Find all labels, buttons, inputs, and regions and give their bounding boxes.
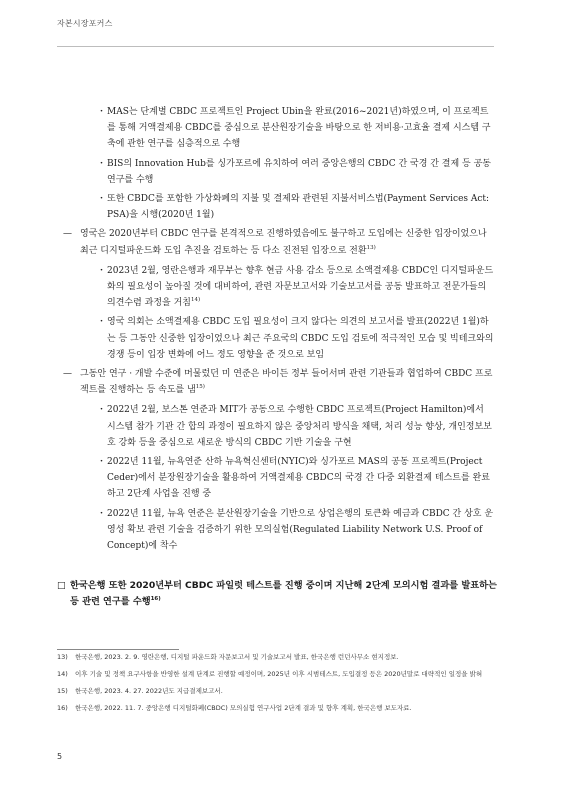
footnote-text: 한국은행, 2022. 11. 7. 중앙은행 디지털화폐(CBDC) 모의실험 연구사업 2단계 결과 및 향후 계획, 한국은행 보도자료. [75,704,412,712]
bullet-text: BIS의 Innovation Hub를 싱가포르에 유치하여 여러 중앙은행의 CBDC 간 국경 간 결제 등 공동 연구를 수행 [107,158,491,185]
bullet-text: 2022년 2월, 보스톤 연준과 MIT가 공동으로 수행한 CBDC 프로젝트(Project Hamilton)에서 시스템 참가 기관 간 합의 과정이 필요하지 않은 중앙처리 방식을 채택, 처리 성능 향상, 개인정보보호 강화 등을 중심으로 새로운 방식의 CBDC 기반 기술을 구현 [107,405,492,448]
footnote-ref-13: 13) [366,244,376,251]
dash-marker: — [63,369,72,380]
footnote-text: 이후 기술 및 정책 요구사항을 반영한 설계 단계로 진행할 예정이며, 2025년 이후 시범테스트, 도입결정 등은 2020년말로 대략적인 일정을 밝혀 [75,670,483,678]
bullet-payment-services-act [57,191,494,223]
bullet-marker: ・ [97,457,107,468]
bullet-marker: ・ [97,508,107,519]
footnote-text: 한국은행, 2023. 4. 27. 2022년도 지급결제보고서. [75,687,223,695]
bullet-boe-digital-pound [57,263,494,312]
footnote-15 [57,686,494,697]
bullet-marker: ・ [97,107,107,117]
bullet-text: 2022년 11월, 뉴욕연준 산하 뉴욕혁신센터(NYIC)와 싱가포르 MAS의 공동 프로젝트(Project Ceder)에서 분장원장기술을 활용하여 거액결제용 CBDC의 국경 간 다중 외환결제 테스트를 완료하고 2단계 사업을 진행 중 [107,457,490,500]
running-header: 자본시장포커스 [57,19,113,28]
bullet-project-hamilton [57,402,494,451]
body-content [57,104,494,557]
bullet-project-ceder [57,454,494,503]
header-divider [57,46,494,47]
dash-text: 영국은 2020년부터 CBDC 연구를 본격적으로 진행하였음에도 불구하고 도입에는 신중한 입장이었으나 최근 디지털파운드화 도입 추진을 검토하는 등 다소 진전된 입장으로 전환 [80,229,487,256]
footnote-ref-14: 14) [190,297,201,304]
bullet-text: 2022년 11월, 뉴욕 연준은 분산원장기술을 기반으로 상업은행의 토큰화 예금과 CBDC 간 상호 운영성 확보 관련 기술을 검증하기 위한 모의실험(Regulated Liability Network U.S. Proof of Concept)에 착수 [107,508,494,552]
dash-item-uk [57,226,494,258]
bullet-uk-parliament [57,314,494,363]
footnote-16 [57,703,494,714]
dash-item-us-fed [57,366,494,398]
bullet-text: 또한 CBDC를 포함한 가상화폐의 지불 및 결제와 관련된 지불서비스법(Payment Services Act: PSA)을 시행(2020년 1월) [107,194,490,221]
bullet-marker: ・ [97,317,107,328]
bullet-text: 영국 의회는 소액결제용 CBDC 도입 필요성이 크지 않다는 의견의 보고서를 발표(2022년 1월)하는 등 그동안 신중한 입장이었으나 최근 주요국의 CBDC 도입 검토에 적극적인 모습 및 빅테크와의 경쟁 등이 입장 변화에 어느 정도 영향을 준 것으로 보임 [107,317,494,360]
footnotes [57,652,494,720]
footnote-number: 13) [57,653,68,661]
footnote-13 [57,652,494,663]
footnote-number: 16) [57,704,68,712]
page-number: 5 [57,752,63,761]
bullet-marker: ・ [97,158,107,169]
bullet-text: 2023년 2월, 영란은행과 재무부는 향후 현금 사용 감소 등으로 소액결제용 CBDC인 디지털파운드화의 필요성이 높아질 것에 대비하여, 관련 자문보고서와 기술보고서를 공동 발표하고 전문가들의 의견수렴 과정을 거침 [107,265,494,309]
footnote-number: 15) [57,687,68,695]
footnote-14 [57,669,494,680]
section-marker: □ [57,580,66,591]
bullet-regulated-liability-network [57,506,494,555]
bullet-mas-project-ubin [57,104,494,153]
bullet-marker: ・ [97,405,107,416]
footnote-divider [57,649,179,650]
section-text: 한국은행 또한 2020년부터 CBDC 파일럿 테스트를 진행 중이며 지난해 2단계 모의시험 결과를 발표하는 등 관련 연구를 수행 [70,580,497,607]
footnote-ref-15: 15) [195,384,205,391]
footnote-text: 한국은행, 2023. 2. 9. 영란은행, 디지털 파운드화 자문보고서 및 기술보고서 발표, 한국은행 런던사무소 현지정보. [75,653,399,661]
dash-text: 그동안 연구 · 개발 수준에 머물렀던 미 연준은 바이든 정부 들어서며 관련 기관들과 협업하여 CBDC 프로젝트를 진행하는 등 속도를 냄 [80,369,493,396]
bullet-text: MAS는 단계별 CBDC 프로젝트인 Project Ubin을 완료(2016~2021년)하였으며, 이 프로젝트를 통해 거액결제용 CBDC를 중심으로 분산원장기술을 바탕으로 한 저비용·고효율 결제 시스템 구축에 관한 연구를 심층적으로 수행 [107,107,491,150]
bullet-marker: ・ [97,265,107,276]
bullet-marker: ・ [97,194,107,205]
footnote-ref-16: 16) [150,595,161,602]
footnote-number: 14) [57,670,68,678]
bullet-bis-innovation-hub [57,156,494,188]
section-heading-bok [57,578,507,610]
dash-marker: — [63,229,72,240]
